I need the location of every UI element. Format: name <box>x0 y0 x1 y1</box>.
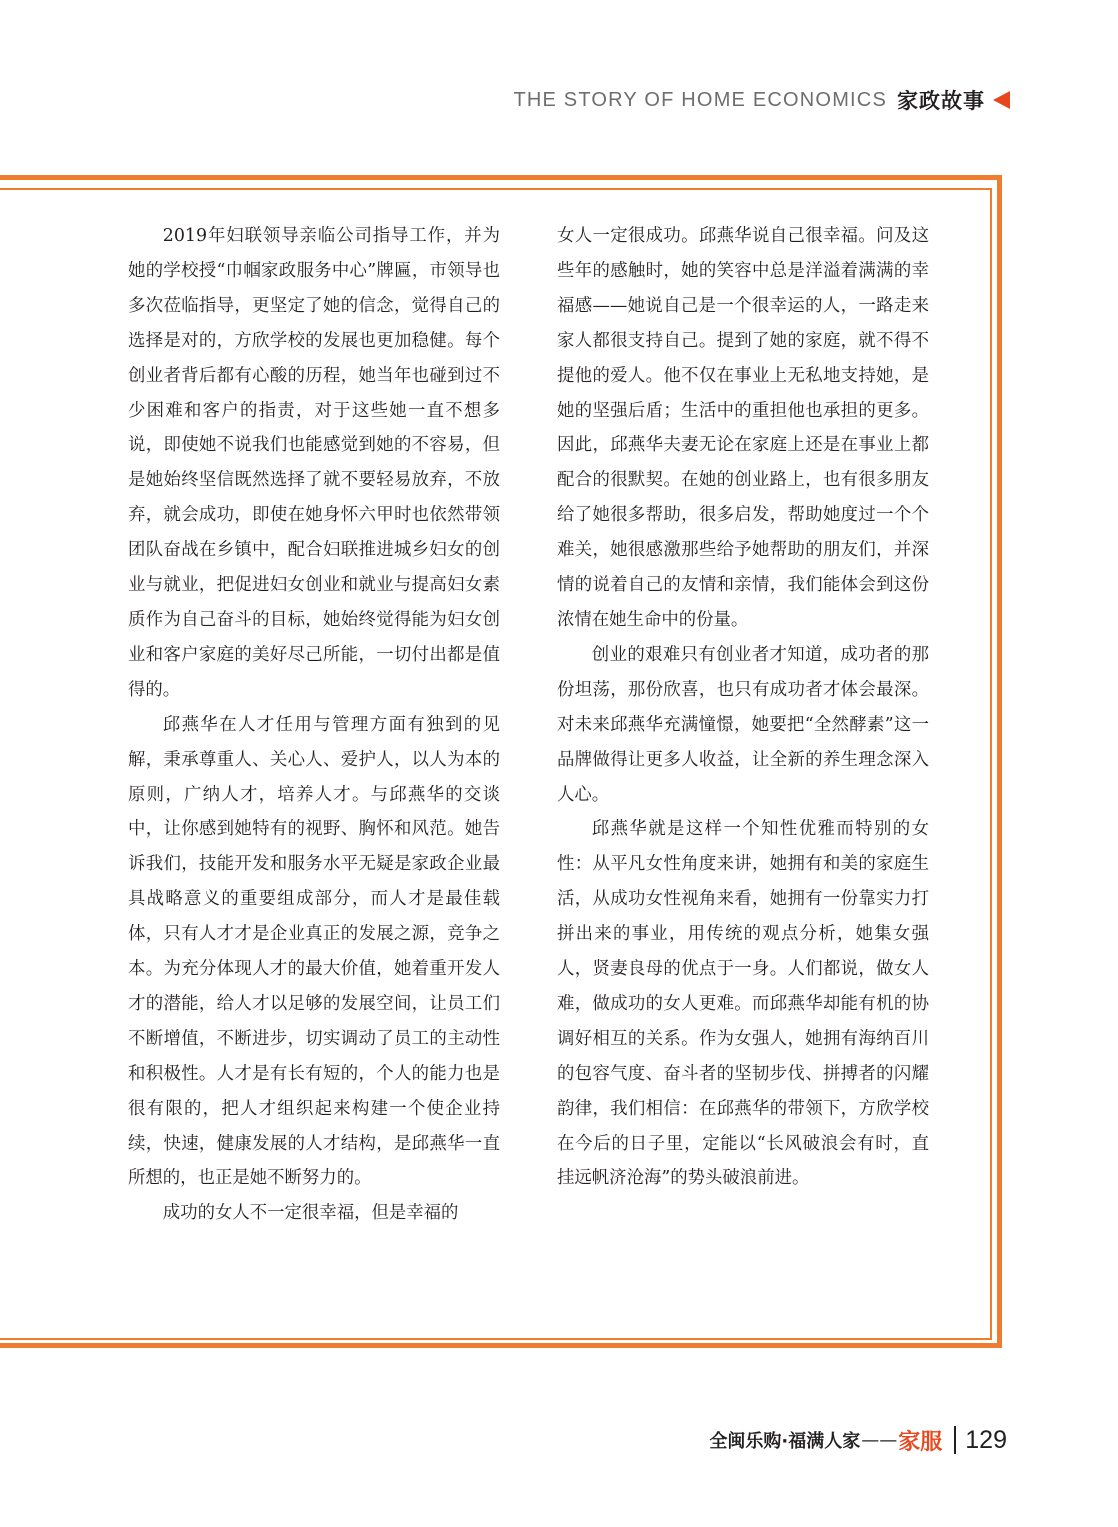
article-paragraph: 邱燕华就是这样一个知性优雅而特别的女性：从平凡女性角度来讲，她拥有和美的家庭生活，从成功女性视角来看，她拥有一份靠实力打拼出来的事业，用传统的观点分析，她集女强人，贤妻良母的优点于一身。人们都说，做女人难，做成功的女人更难。而邱燕华却能有机的协调好相互的关系。作为女强人，她拥有海纳百川的包容气度、奋斗者的坚韧步伐、拼搏者的闪耀韵律，我们相信：在邱燕华的带领下，方欣学校在今后的日子里，定能以“长风破浪会有时，直挂远帆济沧海”的势头破浪前进。 <box>557 819 929 1189</box>
footer-dash: —— <box>861 1429 898 1451</box>
article-paragraph: 邱燕华在人才任用与管理方面有独到的见解，秉承尊重人、关心人、爱护人，以人为本的原则，广纳人才，培养人才。与邱燕华的交谈中，让你感到她特有的视野、胸怀和风范。她告诉我们，技能开发和服务水平无疑是家政企业最具战略意义的重要组成部分，而人才是最佳载体，只有人才才是企业真正的发展之源，竞争之本。为充分体现人才的最大价值，她着重开发人才的潜能，给人才以足够的发展空间，让员工们不断增值，不断进步，切实调动了员工的主动性和积极性。人才是有长有短的，个人的能力也是很有限的，把人才组织起来构建一个使企业持续，快速，健康发展的人才结构，是邱燕华一直所想的，也正是她不断努力的。 <box>128 714 500 1189</box>
header-english-title: THE STORY OF HOME ECONOMICS <box>513 88 887 111</box>
header-section-title: 家政故事 <box>897 89 985 113</box>
article-paragraph: 2019年妇联领导亲临公司指导工作，并为她的学校授“巾帼家政服务中心”牌匾，市领导也多次莅临指导，更坚定了她的信念，觉得自己的选择是对的，方欣学校的发展也更加稳健。每个创业者背后都有心酸的历程，她当年也碰到过不少困难和客户的指责，对于这些她一直不想多说，即使她不说我们也能感觉到她的不容易，但是她始终坚信既然选择了就不要轻易放弃，不放弃，就会成功，即使在她身怀六甲时也依然带领团队奋战在乡镇中，配合妇联推进城乡妇女的创业与就业，把促进妇女创业和就业与提高妇女素质作为自己奋斗的目标，她始终觉得能为妇女创业和客户家庭的美好尽己所能，一切付出都是值得的。 <box>128 226 500 700</box>
article-column-right <box>557 219 929 1196</box>
running-header <box>513 84 1010 116</box>
page-footer <box>709 1423 1007 1457</box>
article-paragraph: 成功的女人不一定很幸福，但是幸福的 <box>162 1203 459 1224</box>
triangle-arrow-icon <box>993 91 1010 109</box>
footer-slogan: 全闽乐购·福满人家 <box>709 1431 861 1452</box>
article-paragraph-continued: 女人一定很成功。邱燕华说自己很幸福。问及这些年的感触时，她的笑容中总是洋溢着满满的幸福感——她说自己是一个很幸运的人，一路走来家人都很支持自己。提到了她的家庭，就不得不提他的爱人。他不仅在事业上无私地支持她，是她的坚强后盾；生活中的重担他也承担的更多。因此，邱燕华夫妻无论在家庭上还是在事业上都配合的很默契。在她的创业路上，也有很多朋友给了她很多帮助，很多启发，帮助她度过一个个难关，她很感激那些给予她帮助的朋友们，并深情的说着自己的友情和亲情，我们能体会到这份浓情在她生命中的份量。 <box>557 226 929 630</box>
footer-magazine-name: 家服 <box>898 1429 943 1455</box>
footer-divider <box>954 1426 956 1454</box>
article-column-left <box>128 219 500 1231</box>
article-paragraph: 创业的艰难只有创业者才知道，成功者的那份坦荡，那份欣喜，也只有成功者才体会最深。对未来邱燕华充满憧憬，她要把“全然酵素”这一品牌做得让更多人收益，让全新的养生理念深入人心。 <box>557 644 929 805</box>
page-number: 129 <box>965 1425 1007 1454</box>
